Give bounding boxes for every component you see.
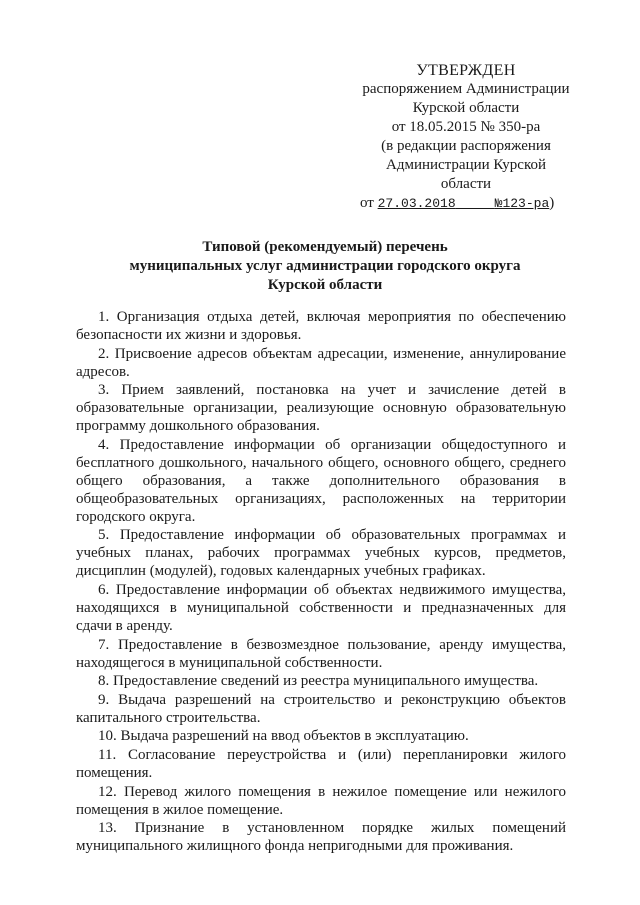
list-item xyxy=(76,381,566,435)
list-item xyxy=(76,819,566,855)
approval-line: (в редакции распоряжения xyxy=(381,138,551,154)
list-item-number: 9. xyxy=(98,691,110,708)
title-line: муниципальных услуг администрации городского округа xyxy=(129,258,521,274)
list-item-text: Перевод жилого помещения в нежилое помещение или нежилого помещения в жилое помещение. xyxy=(76,783,567,818)
list-item-text: Организация отдыха детей, включая мероприятия по обеспечению безопасности их жизни и здоровья. xyxy=(76,309,566,343)
list-item-text: Предоставление в безвозмездное пользование, аренду имущества, находящегося в муниципальной собственности. xyxy=(76,636,566,671)
revision-date: 27.03.2018 xyxy=(377,196,456,211)
list-item-number: 7. xyxy=(98,636,110,653)
list-item xyxy=(76,691,566,727)
list-item xyxy=(76,727,566,745)
list-item-text: Предоставление информации об образовательных программах и учебных планах, рабочих программах учебных курсов, предметов, дисциплин (модулей), годовых календарных учебных графиках. xyxy=(76,527,567,580)
approval-line: распоряжением Администрации xyxy=(362,81,570,97)
list-item-number: 3. xyxy=(98,382,110,399)
list-item xyxy=(76,436,566,526)
revision-prefix: от xyxy=(360,195,378,211)
list-item-text: Присвоение адресов объектам адресации, изменение, аннулирование адресов. xyxy=(76,345,566,380)
list-item-number: 4. xyxy=(98,436,110,453)
list-item xyxy=(76,672,566,690)
list-item-number: 10. xyxy=(98,728,117,745)
list-item xyxy=(76,783,566,819)
services-list xyxy=(76,308,566,856)
document-title xyxy=(100,238,550,295)
approval-line: Администрации Курской xyxy=(385,157,546,173)
list-item-number: 1. xyxy=(98,309,110,325)
list-item xyxy=(76,746,566,782)
list-item-text: Выдача разрешений на строительство и реконструкцию объектов капитального строительства. xyxy=(76,691,566,726)
approval-revision-line xyxy=(352,194,580,213)
list-item-number: 13. xyxy=(98,820,117,837)
list-item xyxy=(76,526,566,580)
revision-suffix: ) xyxy=(549,195,555,211)
list-item-number: 8. xyxy=(98,673,110,690)
list-item xyxy=(76,636,566,672)
list-item xyxy=(76,581,566,635)
list-item-text: Предоставление информации об организации общедоступного и бесплатного дошкольного, начального общего, основного общего, среднего общего образования, а также дополнительного образования в общеобразовательных организациях, расположенных на территории городского округа. xyxy=(76,436,567,525)
list-item-number: 6. xyxy=(98,581,110,598)
title-line: Курской области xyxy=(267,277,383,293)
approval-stamp-block xyxy=(352,61,580,213)
list-item-number: 5. xyxy=(98,527,110,544)
revision-number: №123-ра xyxy=(494,196,550,211)
list-item xyxy=(76,345,566,381)
list-item-text: Прием заявлений, постановка на учет и зачисление детей в образовательные организации, реализующие основную образовательную программу дошкольного образования. xyxy=(76,382,566,435)
list-item-number: 12. xyxy=(98,783,117,800)
list-item-text: Согласование переустройства и (или) перепланировки жилого помещения. xyxy=(76,746,567,781)
list-item-number: 2. xyxy=(98,345,110,362)
list-item xyxy=(76,308,566,344)
approval-line: Курской области xyxy=(412,100,520,116)
approval-line: области xyxy=(440,176,492,192)
list-item-text: Предоставление информации об объектах недвижимого имущества, находящихся в муниципальной собственности и предназначенных для сдачи в аренду. xyxy=(76,581,567,634)
list-item-text: Предоставление сведений из реестра муниципального имущества. xyxy=(113,673,539,690)
list-item-text: Признание в установленном порядке жилых помещений муниципального жилищного фонда непригодными для проживания. xyxy=(76,820,566,855)
title-line: Типовой (рекомендуемый) перечень xyxy=(202,239,448,255)
approval-line: от 18.05.2015 № 350-ра xyxy=(391,119,541,135)
approval-heading: УТВЕРЖДЕН xyxy=(416,62,516,79)
list-item-number: 11. xyxy=(98,746,117,763)
revision-gap xyxy=(456,196,495,211)
list-item-text: Выдача разрешений на ввод объектов в эксплуатацию. xyxy=(120,728,469,745)
